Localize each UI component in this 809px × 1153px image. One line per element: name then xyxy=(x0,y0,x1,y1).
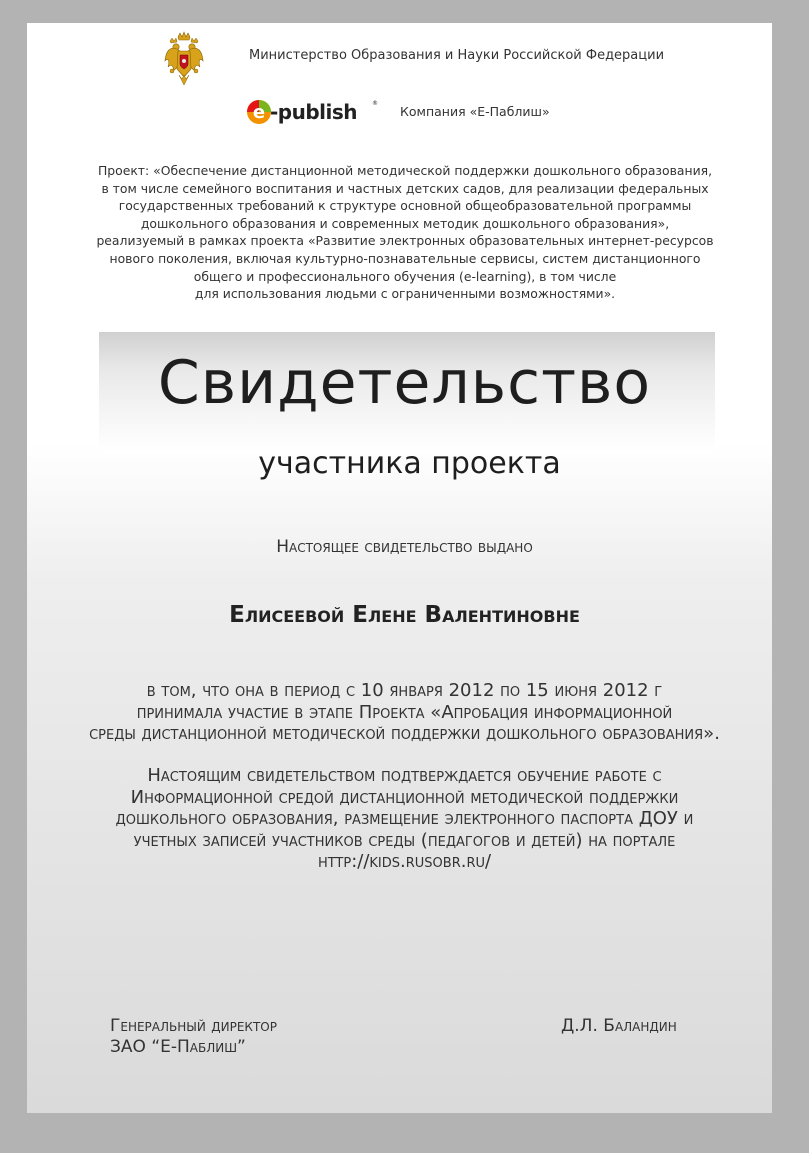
paragraph-line: среды дистанционной методической поддержки дошкольного образования». xyxy=(89,723,720,744)
svg-text:e: e xyxy=(252,102,266,123)
certificate-subtitle: участника проекта xyxy=(258,446,561,481)
e-publish-logo xyxy=(246,96,378,126)
paragraph-line: Информационной средой дистанционной методической поддержки xyxy=(130,786,679,808)
company-line: ЗАО “Е-Паблиш” xyxy=(110,1037,246,1057)
issued-to-label: Настоящее свидетельство выдано xyxy=(276,537,533,557)
project-description xyxy=(60,162,750,303)
confirmation-paragraph xyxy=(0,765,809,873)
svg-text:®: ® xyxy=(372,100,378,107)
project-line: в том числе семейного воспитания и частных детских садов, для реализации федеральных xyxy=(101,180,709,196)
participation-paragraph xyxy=(0,680,809,745)
project-line: Проект: «Обеспечение дистанционной методической поддержки дошкольного образования, xyxy=(97,163,713,178)
project-line: для использования людьми с ограниченными возможностями». xyxy=(194,286,616,302)
paragraph-line: Настоящим свидетельством подтверждается обучение работе с xyxy=(147,765,662,786)
paragraph-line: в том, что она в период с 10 января 2012 по 15 июня 2012 г xyxy=(146,680,663,701)
coat-of-arms-icon xyxy=(164,31,204,89)
paragraph-line: принимала участие в этапе Проекта «Апробация информационной xyxy=(136,701,673,723)
project-line: реализуемый в рамках проекта «Развитие электронных образовательных интернет-ресурсов xyxy=(96,233,714,249)
ministry-name: Министерство Образования и Науки Российской Федерации xyxy=(249,48,665,63)
project-line: общего и профессионального обучения (e-learning), в том числе xyxy=(193,268,617,284)
position-title: Генеральный директор xyxy=(110,1016,277,1036)
project-line: государственных требований к структуре основной общеобразовательной программы xyxy=(118,198,692,214)
svg-text:-publish: -publish xyxy=(270,100,358,124)
company-name: Компания «Е-Паблиш» xyxy=(400,104,550,119)
portal-url: http://kids.rusobr.ru/ xyxy=(317,851,492,872)
signatory-position xyxy=(110,1016,277,1058)
certificate-title: Свидетельство xyxy=(157,348,652,418)
project-line: дошкольного образования и современных методик дошкольного образования», xyxy=(140,215,670,231)
signatory-name: Д.Л. Баландин xyxy=(561,1016,677,1036)
project-line: нового поколения, включая культурно-познавательные сервисы, систем дистанционного xyxy=(109,250,701,266)
recipient-name: Елисеевой Елене Валентиновне xyxy=(229,602,580,628)
paragraph-line: учетных записей участников среды (педагогов и детей) на портале xyxy=(133,829,676,851)
paragraph-line: дошкольного образования, размещение электронного паспорта ДОУ и xyxy=(115,808,694,829)
